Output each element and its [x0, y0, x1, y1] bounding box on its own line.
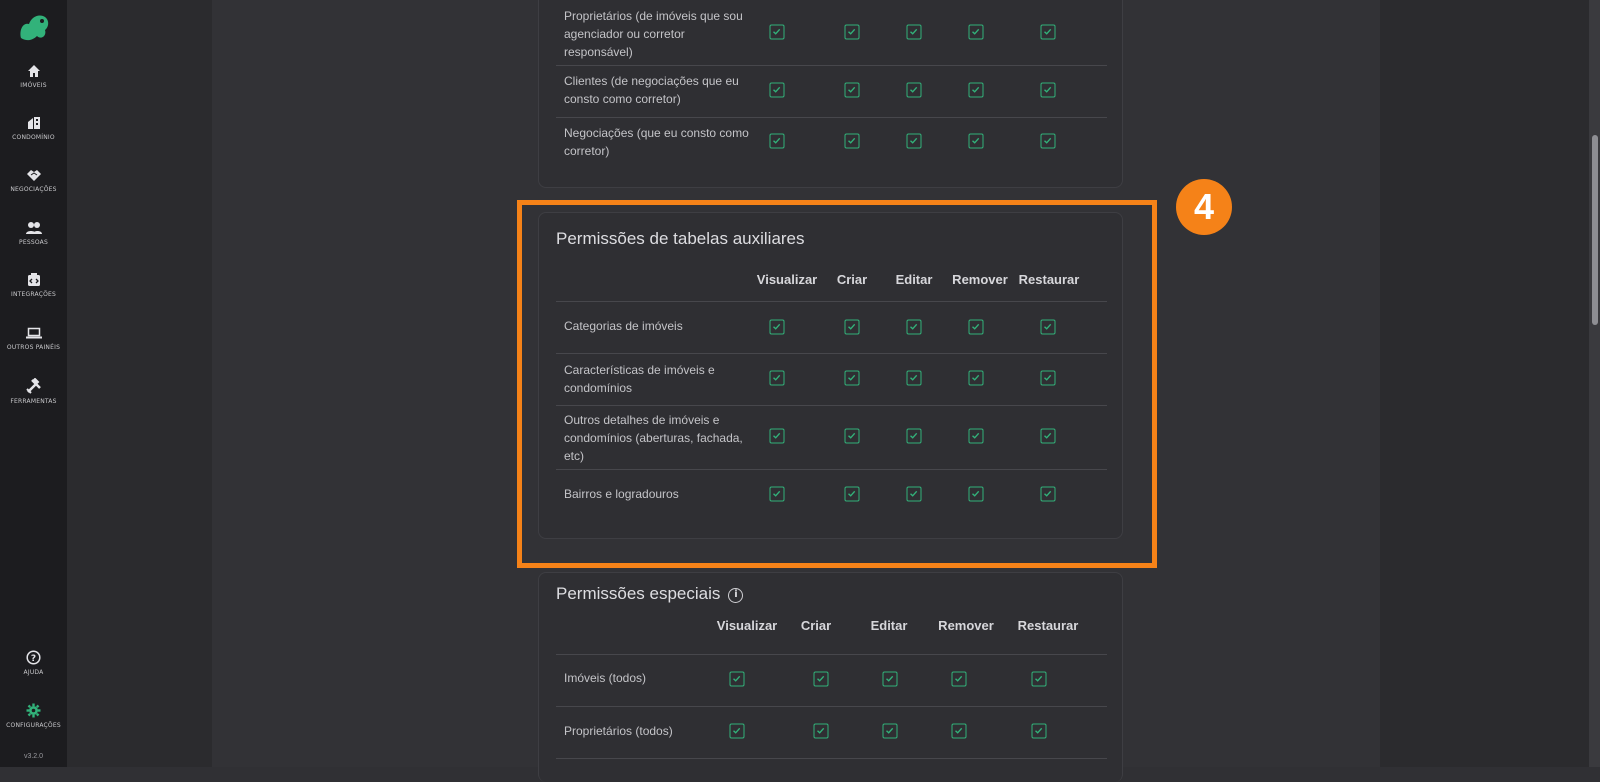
- check-icon: [732, 674, 742, 684]
- nav-item-pessoas[interactable]: [0, 221, 67, 246]
- nav-label: OUTROS PAINÉIS: [6, 344, 61, 351]
- row-label: Proprietários (todos): [564, 724, 673, 738]
- col-head-editar: Editar: [895, 272, 933, 287]
- check-icon: [971, 27, 981, 37]
- row-label: Negociações (que eu consto como corretor): [564, 126, 749, 158]
- nav-label: CONFIGURAÇÕES: [6, 722, 61, 729]
- special-permissions-card: [538, 572, 1123, 782]
- integration-icon: [27, 273, 41, 287]
- card-title-text: Permissões especiais: [556, 584, 721, 603]
- check-icon: [885, 726, 895, 736]
- laptop-icon: [26, 326, 42, 340]
- check-icon: [847, 136, 857, 146]
- checkbox-criar[interactable]: [845, 134, 860, 149]
- card-title: [556, 584, 743, 604]
- checkbox-visualizar[interactable]: [770, 25, 785, 40]
- svg-text:?: ?: [30, 654, 37, 664]
- checkbox-criar[interactable]: [814, 672, 829, 687]
- check-icon: [772, 136, 782, 146]
- check-icon: [816, 726, 826, 736]
- col-head-editar: Editar: [870, 618, 908, 633]
- checkbox-editar[interactable]: [883, 724, 898, 739]
- checkbox-restaurar[interactable]: [1041, 25, 1056, 40]
- col-head-remover: Remover: [938, 618, 994, 633]
- help-icon: [26, 650, 41, 665]
- check-icon: [885, 674, 895, 684]
- checkbox-remover[interactable]: [952, 724, 967, 739]
- nav-item-outros-paineis[interactable]: [0, 326, 67, 351]
- row-divider: [556, 758, 1107, 759]
- gear-icon: [26, 703, 41, 718]
- row-label: Imóveis (todos): [564, 671, 647, 685]
- check-icon: [847, 85, 857, 95]
- tools-icon: [26, 378, 42, 394]
- check-icon: [971, 136, 981, 146]
- check-icon: [1034, 726, 1044, 736]
- checkbox-editar[interactable]: [907, 134, 922, 149]
- row-label: Clientes (de negociações que eu consto como corretor): [564, 74, 739, 106]
- checkbox-restaurar[interactable]: [1032, 724, 1047, 739]
- col-head-criar: Criar: [836, 272, 868, 287]
- check-icon: [909, 136, 919, 146]
- check-icon: [772, 27, 782, 37]
- check-icon: [732, 726, 742, 736]
- check-icon: [954, 726, 964, 736]
- row-label: Proprietários (de imóveis que sou agenciador ou corretor responsável): [564, 9, 743, 59]
- check-icon: [909, 85, 919, 95]
- nav-item-imoveis[interactable]: [0, 64, 67, 89]
- nav-label: FERRAMENTAS: [10, 398, 57, 405]
- col-head-criar: Criar: [800, 618, 832, 633]
- row-label: Categorias de imóveis: [564, 319, 683, 333]
- row-divider: [556, 706, 1107, 707]
- home-icon: [27, 64, 41, 78]
- checkbox-editar[interactable]: [883, 672, 898, 687]
- nav-label: INTEGRAÇÕES: [11, 291, 56, 298]
- col-head-visualizar: Visualizar: [756, 272, 818, 287]
- check-icon: [847, 27, 857, 37]
- nav-label: PESSOAS: [19, 239, 48, 246]
- nav-item-integracoes[interactable]: [0, 273, 67, 298]
- checkbox-restaurar[interactable]: [1032, 672, 1047, 687]
- logo-icon: [17, 12, 51, 42]
- check-icon: [909, 27, 919, 37]
- checkbox-editar[interactable]: [907, 83, 922, 98]
- nav-label: AJUDA: [23, 669, 44, 676]
- header-divider: [556, 654, 1107, 655]
- handshake-icon: [26, 168, 42, 182]
- checkbox-criar[interactable]: [814, 724, 829, 739]
- people-icon: [26, 221, 42, 235]
- col-head-remover: Remover: [952, 272, 1008, 287]
- checkbox-criar[interactable]: [845, 83, 860, 98]
- row-label: Bairros e logradouros: [564, 487, 679, 501]
- check-icon: [1043, 85, 1053, 95]
- checkbox-remover[interactable]: [969, 134, 984, 149]
- checkbox-visualizar[interactable]: [730, 672, 745, 687]
- version-label: v3.2.0: [23, 753, 44, 760]
- info-icon[interactable]: i: [728, 588, 743, 603]
- check-icon: [816, 674, 826, 684]
- scrollbar-track[interactable]: [1589, 0, 1600, 767]
- col-head-restaurar: Restaurar: [1017, 618, 1079, 633]
- col-head-visualizar: Visualizar: [716, 618, 778, 633]
- checkbox-remover[interactable]: [969, 25, 984, 40]
- nav-item-configuracoes[interactable]: [0, 703, 67, 729]
- checkbox-visualizar[interactable]: [730, 724, 745, 739]
- card-title: Permissões de tabelas auxiliares: [556, 229, 805, 248]
- row-divider: [556, 117, 1107, 118]
- checkbox-restaurar[interactable]: [1041, 134, 1056, 149]
- nav-item-condominio[interactable]: [0, 116, 67, 141]
- row-label: Outros detalhes de imóveis e condomínios (aberturas, fachada, etc): [564, 413, 743, 463]
- building-icon: [27, 116, 41, 130]
- check-icon: [954, 674, 964, 684]
- scrollbar-thumb[interactable]: [1592, 135, 1598, 325]
- nav-item-ferramentas[interactable]: [0, 378, 67, 405]
- check-icon: [1043, 27, 1053, 37]
- nav-item-ajuda[interactable]: [0, 650, 67, 676]
- nav-item-negociacoes[interactable]: [0, 168, 67, 193]
- checkbox-criar[interactable]: [845, 25, 860, 40]
- highlight-box: [517, 200, 1157, 568]
- check-icon: [772, 85, 782, 95]
- row-label: Características de imóveis e condomínios: [564, 363, 715, 395]
- sidebar: [0, 0, 67, 767]
- permissions-card-top: [538, 0, 1123, 188]
- col-head-restaurar: Restaurar: [1018, 272, 1080, 287]
- nav-label: CONDOMÍNIO: [12, 134, 55, 141]
- checkbox-remover[interactable]: [969, 83, 984, 98]
- checkbox-visualizar[interactable]: [770, 83, 785, 98]
- checkbox-visualizar[interactable]: [770, 134, 785, 149]
- step-badge: 4: [1176, 179, 1232, 235]
- row-divider: [556, 65, 1107, 66]
- nav-label: IMÓVEIS: [20, 82, 47, 89]
- checkbox-remover[interactable]: [952, 672, 967, 687]
- check-icon: [1043, 136, 1053, 146]
- check-icon: [971, 85, 981, 95]
- checkbox-restaurar[interactable]: [1041, 83, 1056, 98]
- nav-label: NEGOCIAÇÕES: [10, 186, 57, 193]
- checkbox-editar[interactable]: [907, 25, 922, 40]
- check-icon: [1034, 674, 1044, 684]
